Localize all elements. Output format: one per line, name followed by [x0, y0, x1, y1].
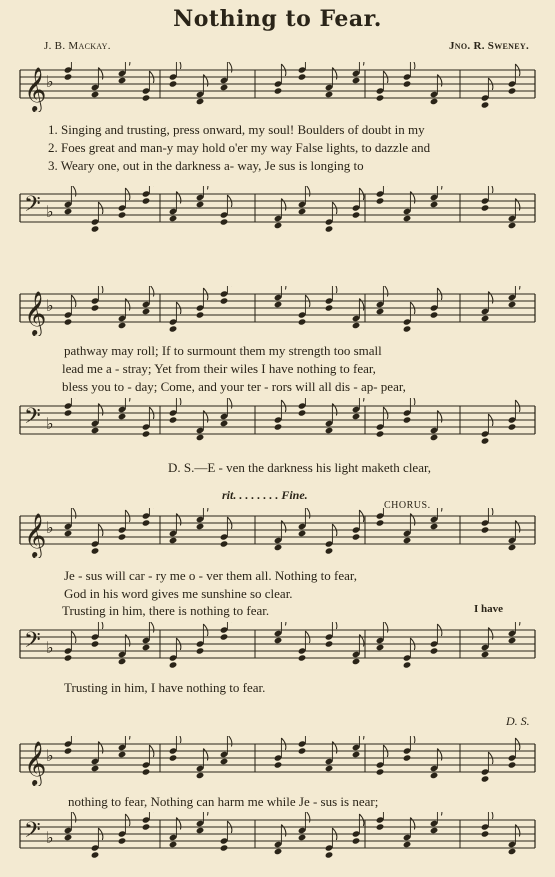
lyric-line: lead me a - stray; Yet from their wiles I have nothing to fear, [62, 361, 376, 376]
svg-text:𝄢: 𝄢 [24, 404, 41, 434]
composer-credit: Jno. R. Sweney. [448, 40, 529, 52]
svg-text:♭: ♭ [46, 414, 54, 433]
ds-mark: D. S. [506, 714, 530, 728]
svg-text:♭: ♭ [46, 638, 54, 657]
bass-staff [0, 812, 555, 862]
author-credit: J. B. Mackay. [44, 40, 111, 52]
svg-text:♭: ♭ [46, 828, 54, 847]
bass-lyric-line: Trusting in him, I have nothing to fear. [64, 680, 266, 695]
lyric-line: Je - sus will car - ry me o - ver them all. Nothing to fear, [64, 568, 357, 583]
rit-fine-mark: rit. . . . . . . . Fine. [222, 488, 308, 502]
lyric-line: 1. Singing and trusting, press onward, my soul! Boulders of doubt in my [48, 122, 425, 137]
lyric-line: 3. Weary one, out in the darkness a- way, Je sus is longing to [48, 158, 364, 173]
svg-text:♭: ♭ [46, 518, 54, 537]
svg-text:𝄢: 𝄢 [24, 818, 41, 848]
lyric-line: 2. Foes great and man-y may hold o'er my way False lights, to dazzle and [48, 140, 431, 155]
treble-staff [0, 286, 555, 336]
svg-text:𝄢: 𝄢 [24, 192, 41, 222]
svg-text:𝄢: 𝄢 [24, 628, 41, 658]
hymn-title: Nothing to Fear. [173, 6, 382, 32]
svg-text:𝄞: 𝄞 [24, 741, 47, 785]
svg-text:♭: ♭ [46, 202, 54, 221]
bass-staff [0, 186, 555, 236]
lyric-line: bless you to - day; Come, and your ter - rors will all dis - ap- pear, [62, 379, 406, 394]
svg-text:𝄞: 𝄞 [24, 291, 47, 335]
treble-staff [0, 508, 555, 558]
bass-staff [0, 398, 555, 448]
lyric-line: pathway may roll; If to surmount them my strength too small [64, 343, 382, 358]
svg-text:♭: ♭ [46, 296, 54, 315]
lyric-line: God in his word gives me sunshine so clear. [64, 586, 293, 601]
lyric-line: nothing to fear, Nothing can harm me while Je - sus is near; [68, 794, 379, 809]
lyric-line: Trusting in him, there is nothing to fear. [62, 603, 270, 618]
chorus-label: CHORUS. [384, 500, 431, 511]
svg-text:𝄞: 𝄞 [24, 513, 47, 557]
svg-text:𝄞: 𝄞 [24, 67, 47, 111]
bass-staff [0, 622, 555, 672]
svg-text:♭: ♭ [46, 746, 54, 765]
cue-text: I have [474, 603, 504, 615]
ds-lyric-line: D. S.—E - ven the darkness his light maketh clear, [168, 460, 432, 475]
treble-staff [0, 62, 555, 112]
treble-staff [0, 736, 555, 786]
svg-text:♭: ♭ [46, 72, 54, 91]
